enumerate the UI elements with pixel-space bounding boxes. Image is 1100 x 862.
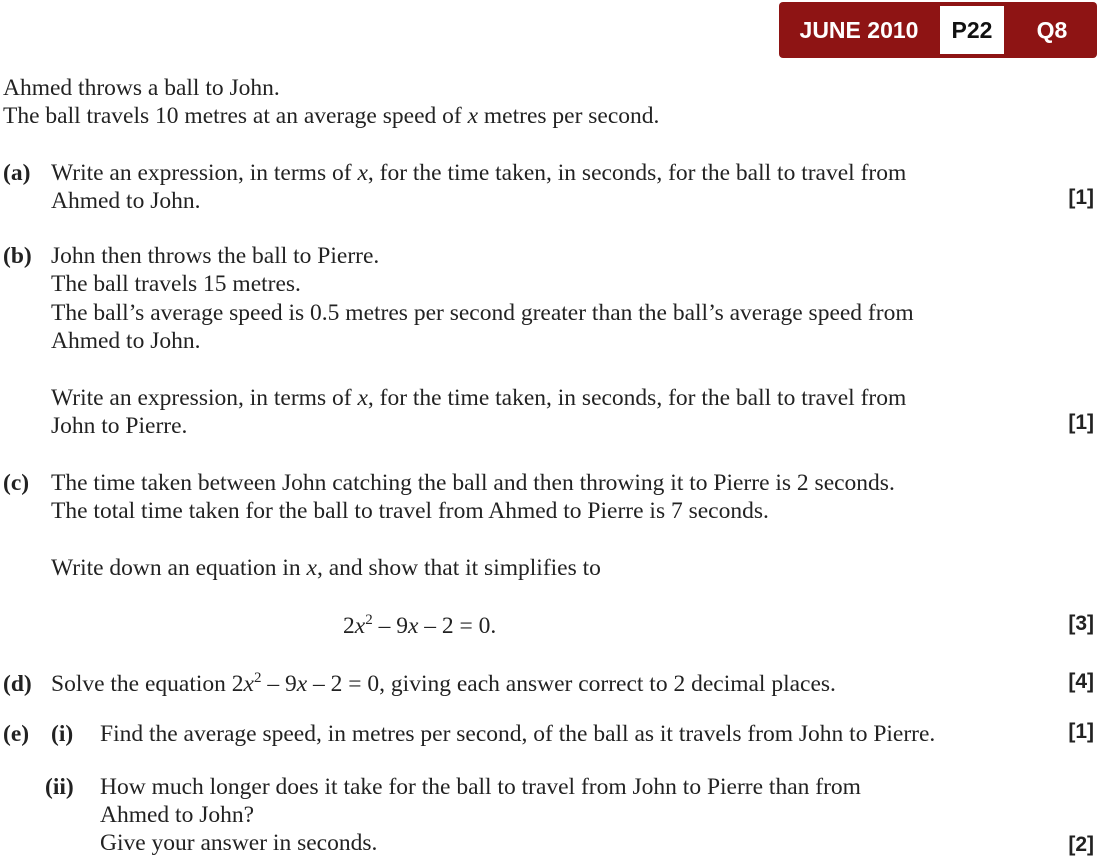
part-b-line-6: John to Pierre. [51,413,188,439]
part-b-marks: [1] [1068,411,1094,434]
intro-line-2: The ball travels 10 metres at an average speed of x metres per second. [3,103,660,129]
part-d-label: (d) [3,671,32,697]
part-e-i-marks: [1] [1068,720,1094,743]
part-e-ii-line-2: Ahmed to John? [100,802,255,828]
paper-number: P22 [940,6,1004,54]
question-number: Q8 [1036,17,1068,43]
part-c-line-2: The total time taken for the ball to travel from Ahmed to Pierre is 7 seconds. [51,498,769,524]
part-a-marks: [1] [1068,186,1094,209]
part-b-line-3: The ball’s average speed is 0.5 metres per second greater than the ball’s average speed from [51,300,914,326]
part-e-ii-marks: [2] [1068,833,1094,856]
part-b-line-4: Ahmed to John. [51,328,201,354]
part-c-equation: $2x^2 - 9x - 2 = 0$. [343,612,497,639]
part-e-ii-line-3: Give your answer in seconds. [100,830,378,856]
part-c-marks: [3] [1068,612,1094,635]
part-e-ii-line-1: How much longer does it take for the ball to travel from John to Pierre than from [100,774,861,800]
part-c-line-3: Write down an equation in x, and show that it simplifies to [51,555,601,581]
part-b-line-2: The ball travels 15 metres. [51,271,301,297]
part-b-line-1: John then throws the ball to Pierre. [51,243,380,269]
part-c-label: (c) [3,470,30,496]
part-d-text: Solve the equation $2x^2 - 9x - 2 = 0$, giving each answer correct to 2 decimal places. [51,670,836,697]
part-d-marks: [4] [1068,670,1094,693]
part-a-line-2: Ahmed to John. [51,188,201,214]
part-e-ii-label: (ii) [45,774,74,800]
part-e-label: (e) [3,721,30,747]
part-e-i-text: Find the average speed, in metres per second, of the ball as it travels from John to Pierre. [100,721,936,747]
part-b-line-5: Write an expression, in terms of x, for the time taken, in seconds, for the ball to travel from [51,385,907,411]
part-a-label: (a) [3,160,31,186]
part-e-i-label: (i) [51,721,74,747]
exam-date: JUNE 2010 [799,17,919,43]
part-b-label: (b) [3,243,32,269]
intro-line-1: Ahmed throws a ball to John. [3,75,280,101]
question-reference-badge [779,2,1097,58]
part-a-line-1: Write an expression, in terms of x, for the time taken, in seconds, for the ball to travel from [51,160,907,186]
part-c-line-1: The time taken between John catching the ball and then throwing it to Pierre is 2 seconds. [51,470,895,496]
